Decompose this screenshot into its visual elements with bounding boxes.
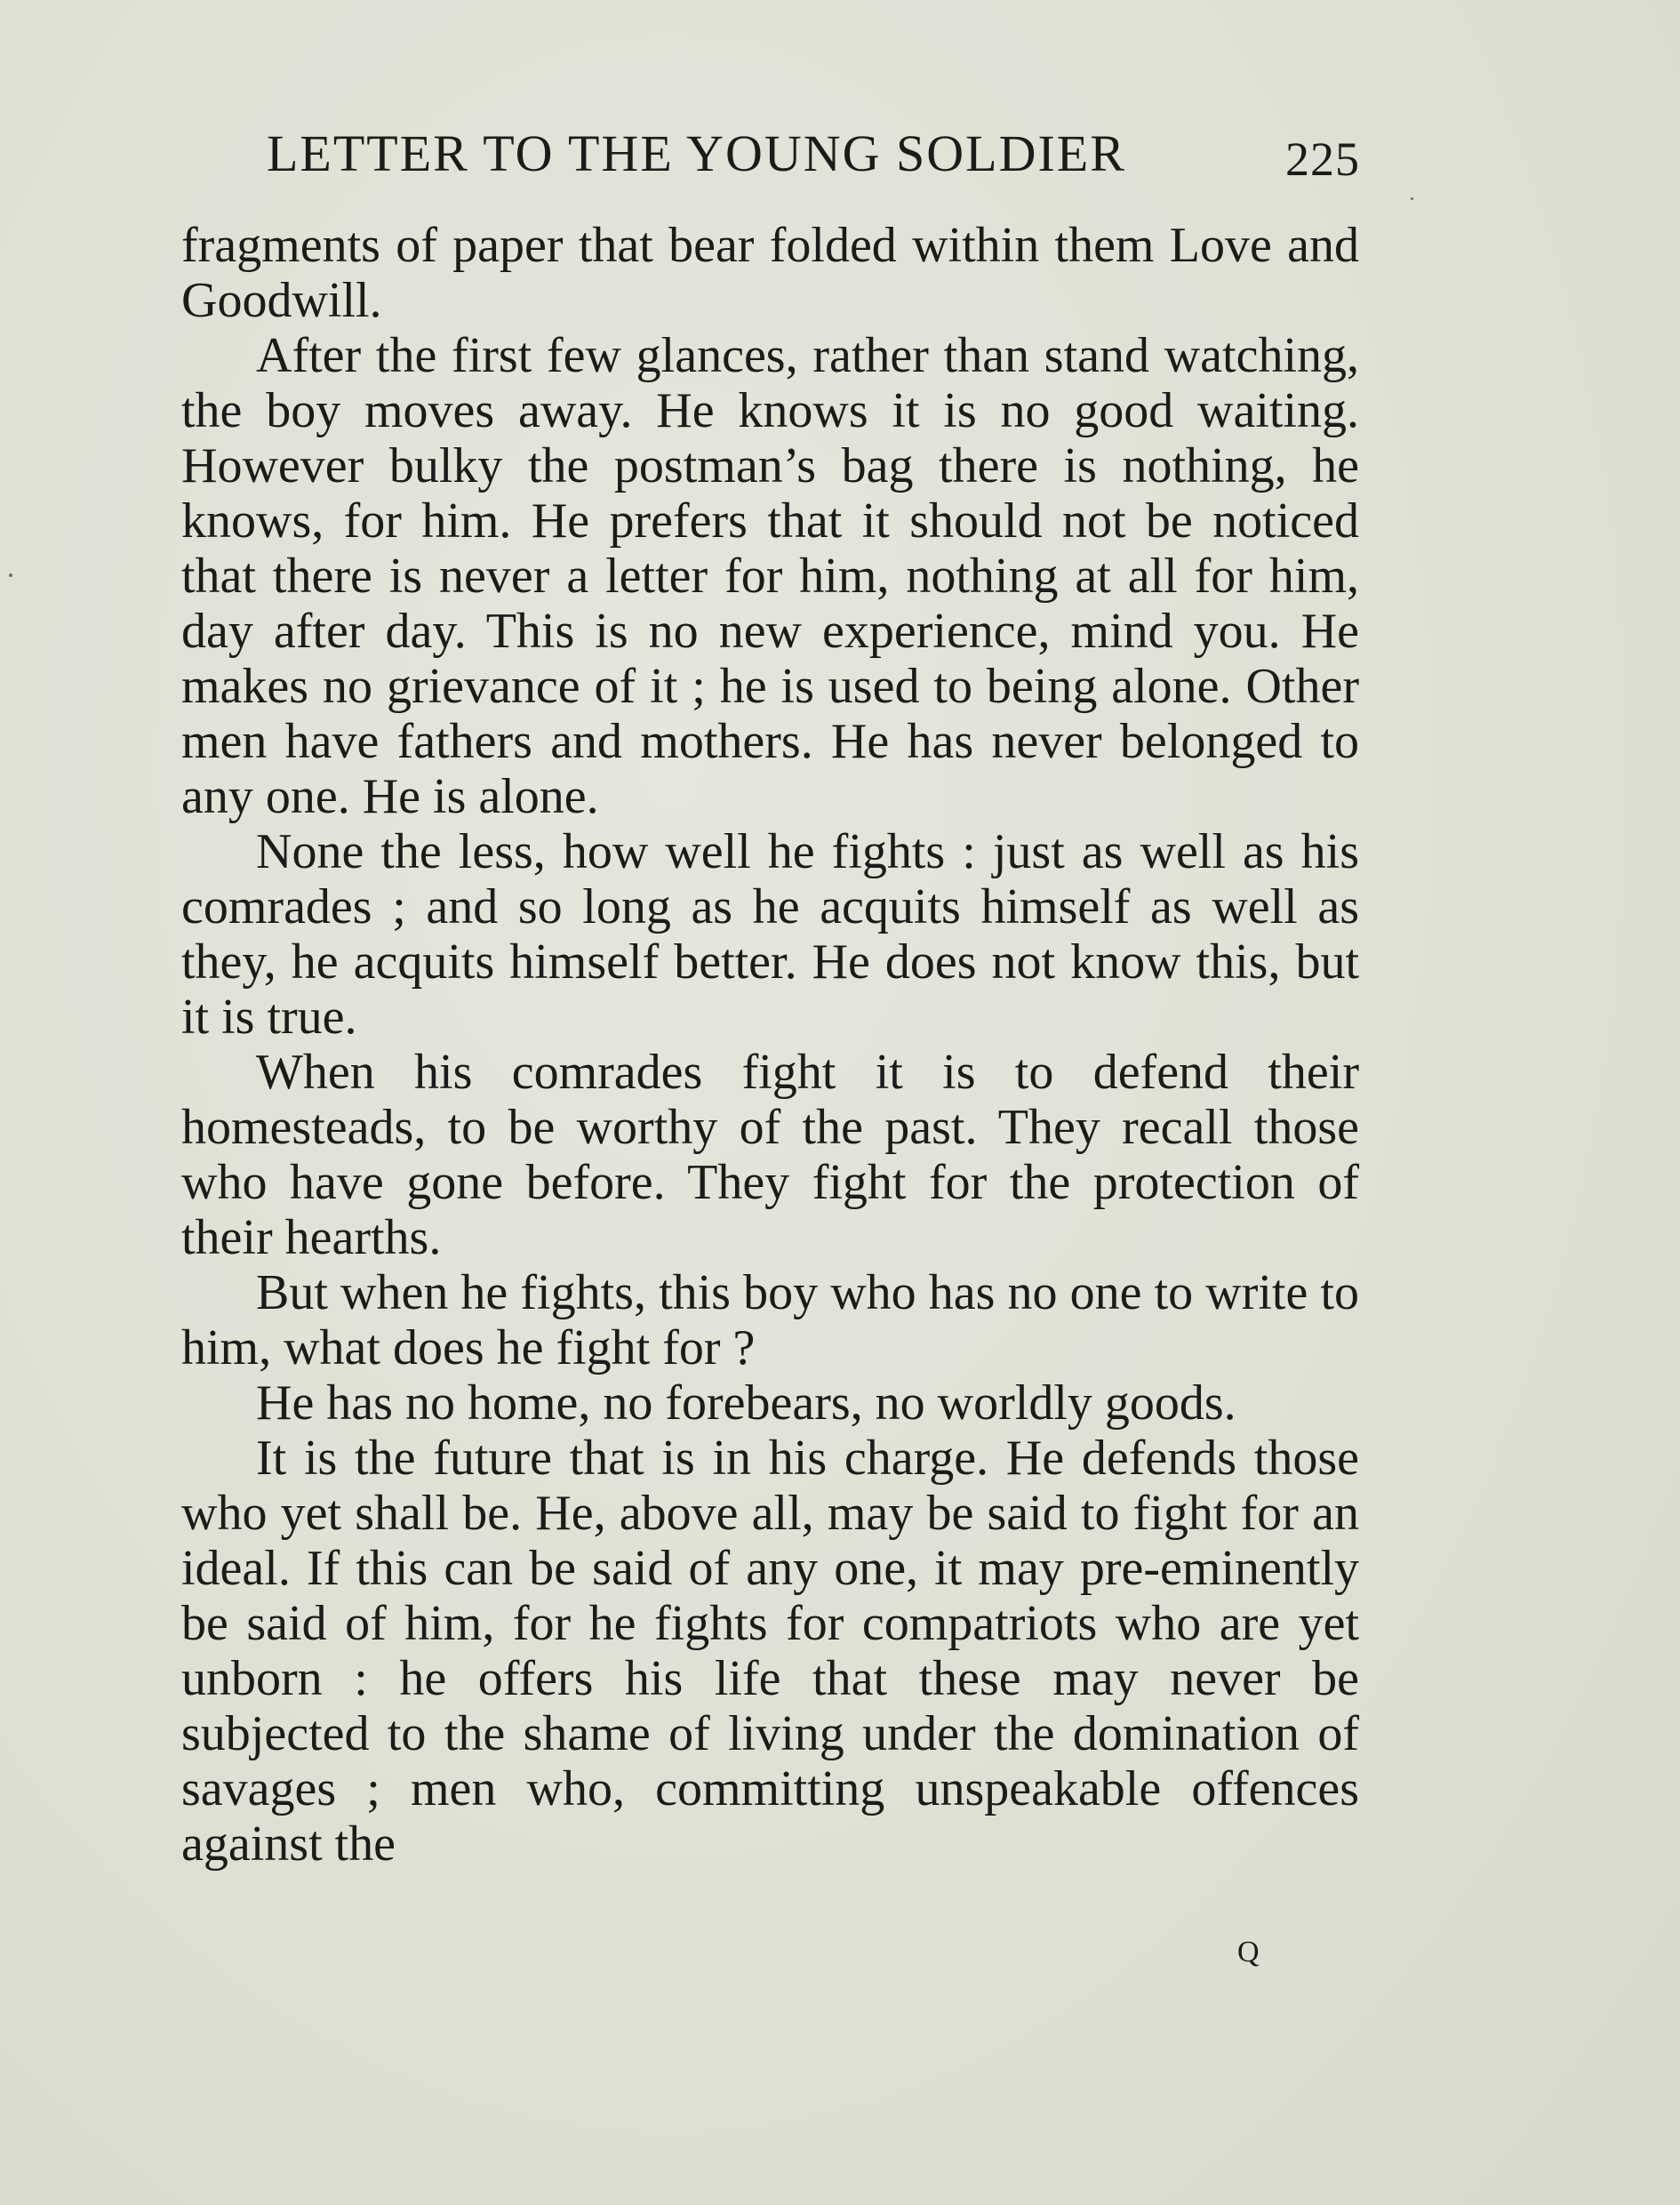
paragraph: But when he fights, this boy who has no one to write to him, what does he fight for ?: [181, 1265, 1359, 1375]
paper-speck: [9, 573, 12, 577]
running-head-title: LETTER TO THE YOUNG SOLDIER: [267, 124, 1126, 182]
paragraph: When his comrades fight it is to defend their homesteads, to be worthy of the past. They recall those who have gone before. They fight for the protection of their hearths.: [181, 1045, 1359, 1265]
paragraph: None the less, how well he fights : just as well as his comrades ; and so long as he acquits himself as well as they, he acquits himself better. He does not know this, but it is true.: [181, 824, 1359, 1045]
body-text: [181, 218, 1359, 1872]
paragraph-continued: fragments of paper that bear folded within them Love and Goodwill.: [181, 218, 1359, 328]
paragraph: It is the future that is in his charge. He defends those who yet shall be. He, above all, may be said to fight for an ideal. If this can be said of any one, it may pre-eminently be said of him, for he fights for compatriots who are yet unborn : he offers his life that these may never be subjected to the shame of living under the domination of savages ; men who, committing unspeakable offences against the: [181, 1431, 1359, 1872]
paper-speck: [1411, 197, 1413, 200]
paragraph: After the first few glances, rather than stand watching, the boy moves away. He knows it is no good waiting. However bulky the postman’s bag there is nothing, he knows, for him. He prefers that it should not be noticed that there is never a letter for him, nothing at all for him, day after day. This is no new experience, mind you. He makes no grievance of it ; he is used to being alone. Other men have fathers and mothers. He has never belonged to any one. He is alone.: [181, 328, 1359, 824]
signature-mark: Q: [1237, 1936, 1260, 1968]
page-number: 225: [1285, 132, 1360, 186]
running-head: [267, 114, 1360, 194]
paragraph: He has no home, no forebears, no worldly goods.: [256, 1375, 1236, 1431]
